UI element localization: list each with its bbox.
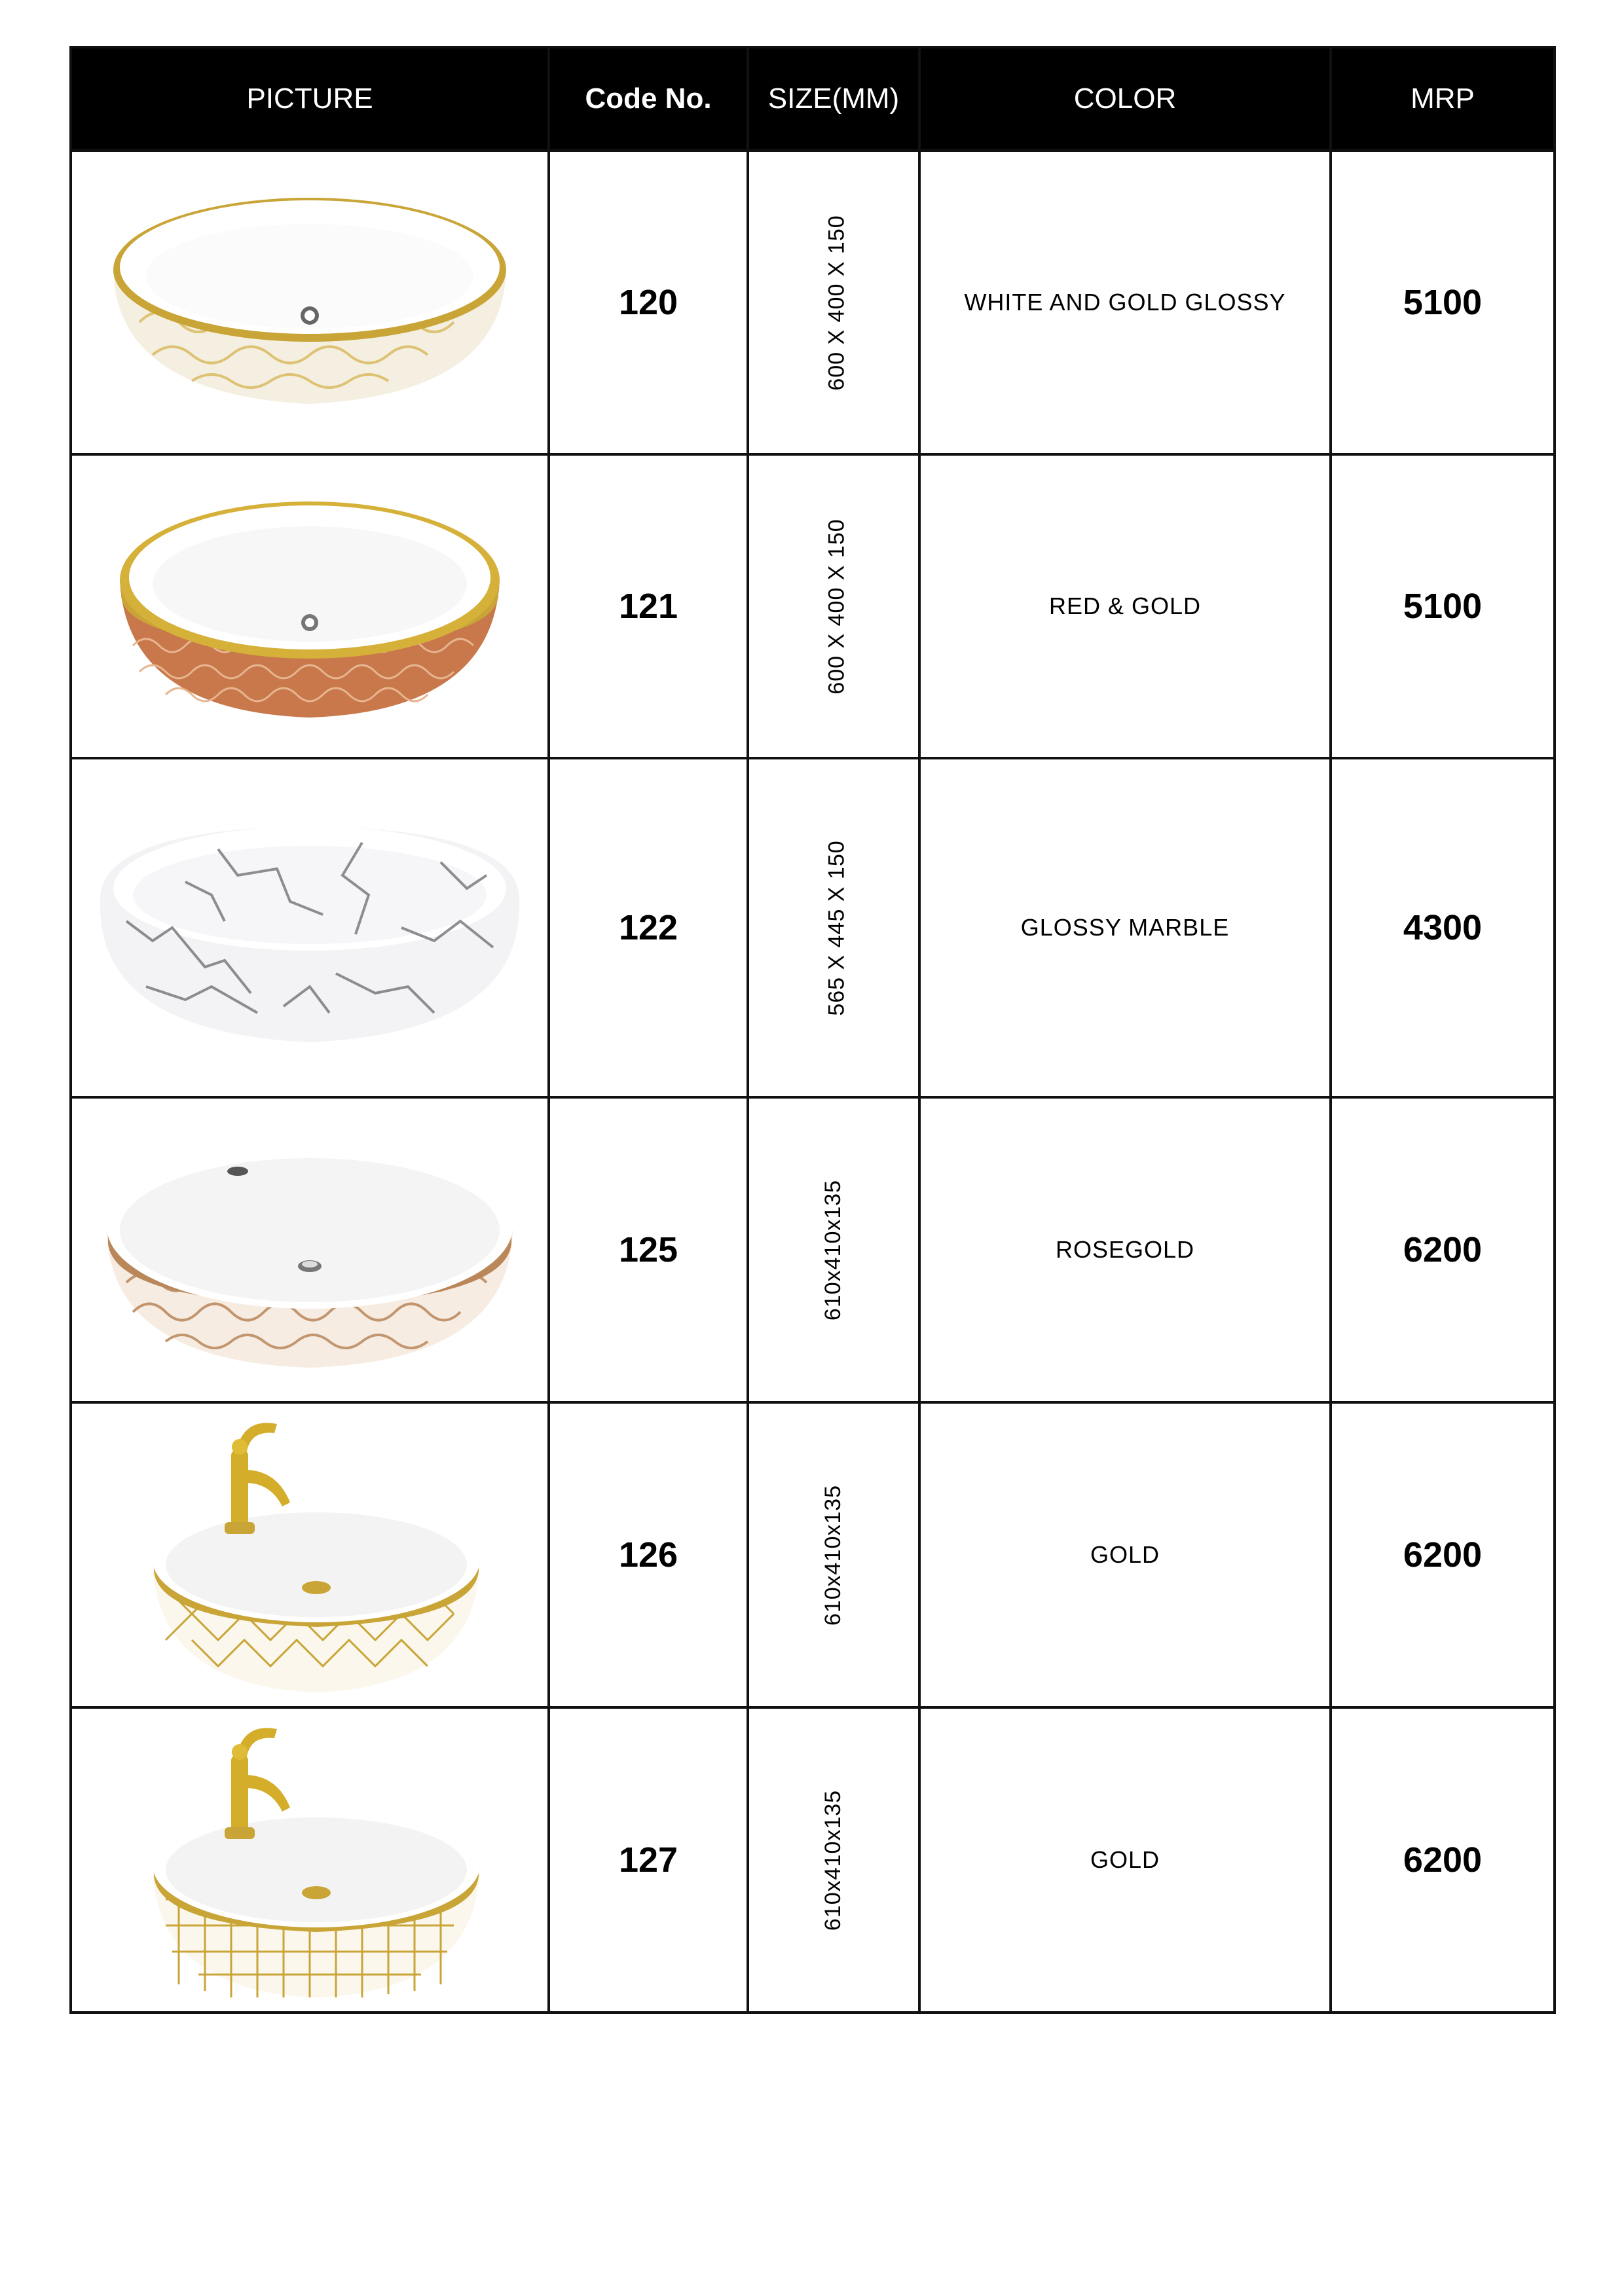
color-value: ROSEGOLD [919, 1097, 1331, 1402]
size-value: 565 X 445 X 150 [824, 839, 849, 1016]
header-mrp: MRP [1331, 47, 1555, 151]
red-gold-basin-image [107, 482, 513, 731]
size-value: 600 X 400 X 150 [824, 518, 849, 695]
table-row [71, 1707, 1555, 2013]
color-value: WHITE AND GOLD GLOSSY [919, 151, 1331, 454]
code-value: 120 [549, 151, 748, 454]
header-size: SIZE(MM) [748, 47, 919, 151]
size-cell [748, 151, 919, 454]
color-value: RED & GOLD [919, 454, 1331, 758]
table-row [71, 454, 1555, 758]
code-value: 127 [549, 1707, 748, 2013]
mrp-value: 4300 [1331, 758, 1555, 1097]
white-gold-basin-image [94, 178, 526, 427]
table-row [71, 151, 1555, 454]
product-image-cell [71, 1097, 549, 1402]
table-row [71, 1097, 1555, 1402]
product-image-cell [71, 151, 549, 454]
size-cell [748, 454, 919, 758]
size-cell [748, 1707, 919, 2013]
code-value: 122 [549, 758, 748, 1097]
color-value: GOLD [919, 1707, 1331, 2013]
header-row [71, 47, 1555, 151]
mrp-value: 6200 [1331, 1097, 1555, 1402]
product-image-cell [71, 758, 549, 1097]
marble-basin-image [87, 790, 532, 1065]
mrp-value: 6200 [1331, 1707, 1555, 2013]
product-image-cell [71, 1402, 549, 1707]
table-row [71, 1402, 1555, 1707]
size-cell [748, 758, 919, 1097]
code-value: 121 [549, 454, 748, 758]
size-value: 610x410x135 [821, 1179, 846, 1321]
product-image-cell [71, 454, 549, 758]
mrp-value: 5100 [1331, 151, 1555, 454]
header-color: COLOR [919, 47, 1331, 151]
header-picture: PICTURE [71, 47, 549, 151]
color-value: GOLD [919, 1402, 1331, 1707]
product-table [69, 46, 1556, 2014]
rosegold-basin-image [94, 1119, 526, 1381]
size-cell [748, 1097, 919, 1402]
table-row [71, 758, 1555, 1097]
size-value: 610x410x135 [821, 1484, 846, 1626]
gold-pattern-basin-image [126, 1716, 493, 2004]
header-code: Code No. [549, 47, 748, 151]
code-value: 125 [549, 1097, 748, 1402]
mrp-value: 6200 [1331, 1402, 1555, 1707]
color-value: GLOSSY MARBLE [919, 758, 1331, 1097]
code-value: 126 [549, 1402, 748, 1707]
gold-lattice-basin-image [126, 1411, 493, 1699]
size-value: 600 X 400 X 150 [824, 214, 849, 391]
product-image-cell [71, 1707, 549, 2013]
mrp-value: 5100 [1331, 454, 1555, 758]
size-value: 610x410x135 [821, 1789, 846, 1931]
size-cell [748, 1402, 919, 1707]
